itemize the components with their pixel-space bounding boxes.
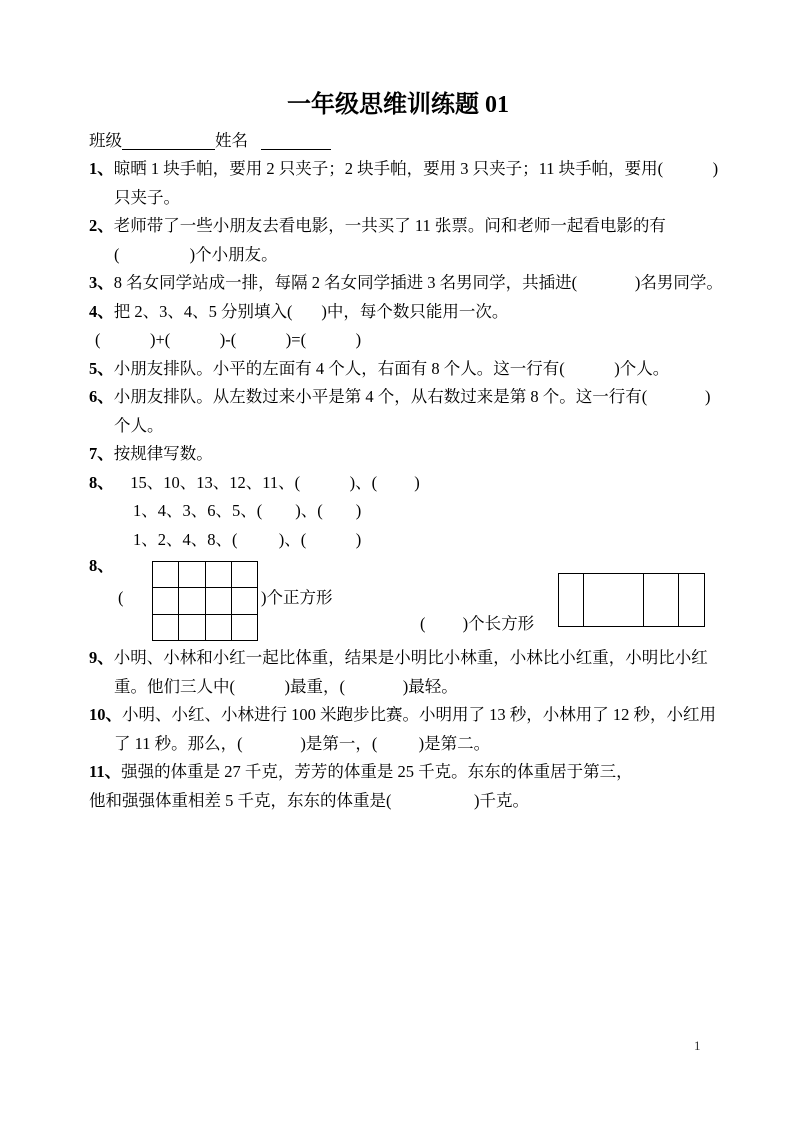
grid-cell	[206, 588, 232, 614]
class-blank-underline	[122, 133, 215, 150]
question-text: 1、2、4、8、( )、( )	[133, 529, 362, 549]
grid-cell	[232, 615, 258, 641]
question-line	[89, 440, 707, 469]
question-8-sequences	[89, 469, 707, 555]
question-line	[89, 412, 707, 441]
rectangle-strip	[679, 574, 704, 626]
question-text: 1、4、3、6、5、( )、( )	[133, 501, 362, 520]
question-text: 小明、小红、小林进行 100 米跑步比赛。小明用了 13 秒，小林用了 12 秒，小红用	[122, 705, 716, 724]
question-line	[89, 701, 716, 730]
question-3	[89, 269, 723, 298]
question-text: 15、10、13、12、11、( )、( )	[113, 472, 420, 492]
question-text: 晾晒 1 块手帕，要用 2 只夹子；2 块手帕，要用 3 只夹子；11 块手帕，要用( )	[113, 159, 719, 178]
grid-cell	[179, 562, 205, 588]
question-1	[89, 155, 719, 212]
header-form	[89, 127, 707, 155]
worksheet-content	[89, 90, 723, 815]
question-number: 3、	[89, 273, 114, 292]
question-line	[89, 673, 707, 702]
question-number: 6、	[89, 387, 114, 406]
question-line	[89, 298, 707, 327]
question-text: 他和强强体重相差 5 千克，东东的体重是( )千克。	[89, 790, 529, 810]
question-number: 2、	[89, 216, 114, 235]
grid-cell	[179, 588, 205, 614]
grid-cell	[232, 588, 258, 614]
grid-cell	[153, 562, 179, 588]
rectangle-strip	[584, 574, 644, 626]
question-number: 5、	[89, 358, 114, 378]
question-9	[89, 644, 707, 701]
question-text: 只夹子。	[114, 187, 180, 207]
question-line	[89, 497, 707, 526]
rectangle-strip	[559, 574, 584, 626]
question-line	[89, 526, 707, 555]
question-text: 8 名女同学站成一排，每隔 2 名女同学插进 3 名男同学，共插进( )名男同学。	[113, 273, 723, 292]
question-text: 小明、小林和小红一起比体重，结果是小明比小林重，小林比小红重，小明比小红	[113, 648, 708, 667]
question-line	[89, 241, 707, 270]
grid-cell	[153, 588, 179, 614]
question-text: 把 2、3、4、5 分别填入( )中，每个数只能用一次。	[113, 301, 509, 321]
question-11	[89, 758, 707, 815]
question-line	[89, 758, 707, 787]
question-line	[89, 383, 711, 412]
square-caption: )个正方形	[261, 588, 333, 607]
question-text: 老师带了一些小朋友去看电影，一共买了 11 张票。问和老师一起看电影的有	[113, 216, 666, 235]
name-blank-underline	[261, 133, 331, 150]
grid-cell	[206, 562, 232, 588]
question-number: 11、	[89, 762, 122, 781]
question-6	[89, 383, 711, 440]
grid-cell	[179, 615, 205, 641]
question-number: 9、	[89, 648, 114, 667]
question-line	[89, 787, 707, 816]
page-number: 1	[694, 1038, 701, 1053]
question-line	[89, 155, 719, 184]
equation-text: ( )+( )-( )=( )	[95, 330, 362, 349]
question-7	[89, 440, 707, 469]
question-line	[89, 355, 707, 384]
page-title: 一年级思维训练题 01	[287, 92, 509, 118]
question-text: 强强的体重是 27 千克，芳芳的体重是 25 千克。东东的体重居于第三，	[121, 762, 633, 781]
square-caption-open-paren: (	[118, 588, 124, 607]
rectangle-caption: ( )个长方形	[420, 614, 535, 633]
question-10	[89, 701, 716, 758]
question-line	[89, 644, 707, 673]
equation-line	[89, 326, 707, 355]
question-number: 8、	[89, 472, 114, 492]
question-line	[89, 469, 707, 498]
grid-cell	[206, 615, 232, 641]
question-text: 个人。	[114, 415, 164, 435]
question-5	[89, 355, 707, 384]
question-text: 小朋友排队。小平的左面有 4 个人，右面有 8 个人。这一行有( )个人。	[113, 358, 670, 378]
question-line	[89, 269, 723, 298]
question-8-shapes	[89, 554, 707, 644]
question-number: 7、	[89, 444, 114, 463]
question-4	[89, 298, 707, 355]
question-line	[89, 184, 707, 213]
question-text: ( )个小朋友。	[114, 244, 278, 264]
name-label: 姓名	[215, 131, 248, 150]
class-label: 班级	[89, 131, 122, 150]
question-text: 按规律写数。	[113, 444, 213, 463]
question-number: 8、	[89, 556, 114, 575]
question-number: 4、	[89, 301, 114, 321]
rectangle-strip	[644, 574, 679, 626]
question-text: 重。他们三人中( )最重，( )最轻。	[114, 676, 458, 696]
grid-cell	[232, 562, 258, 588]
rectangle-figure	[558, 573, 705, 627]
question-line	[89, 212, 707, 241]
question-number: 10、	[89, 705, 122, 724]
grid-cell	[153, 615, 179, 641]
question-2	[89, 212, 707, 269]
square-grid-figure	[152, 561, 258, 641]
question-text: 了 11 秒。那么，( )是第一，( )是第二。	[114, 733, 491, 753]
question-text: 小朋友排队。从左数过来小平是第 4 个，从右数过来是第 8 个。这一行有( )	[113, 387, 711, 406]
question-line	[89, 730, 707, 759]
question-number: 1、	[89, 159, 114, 178]
